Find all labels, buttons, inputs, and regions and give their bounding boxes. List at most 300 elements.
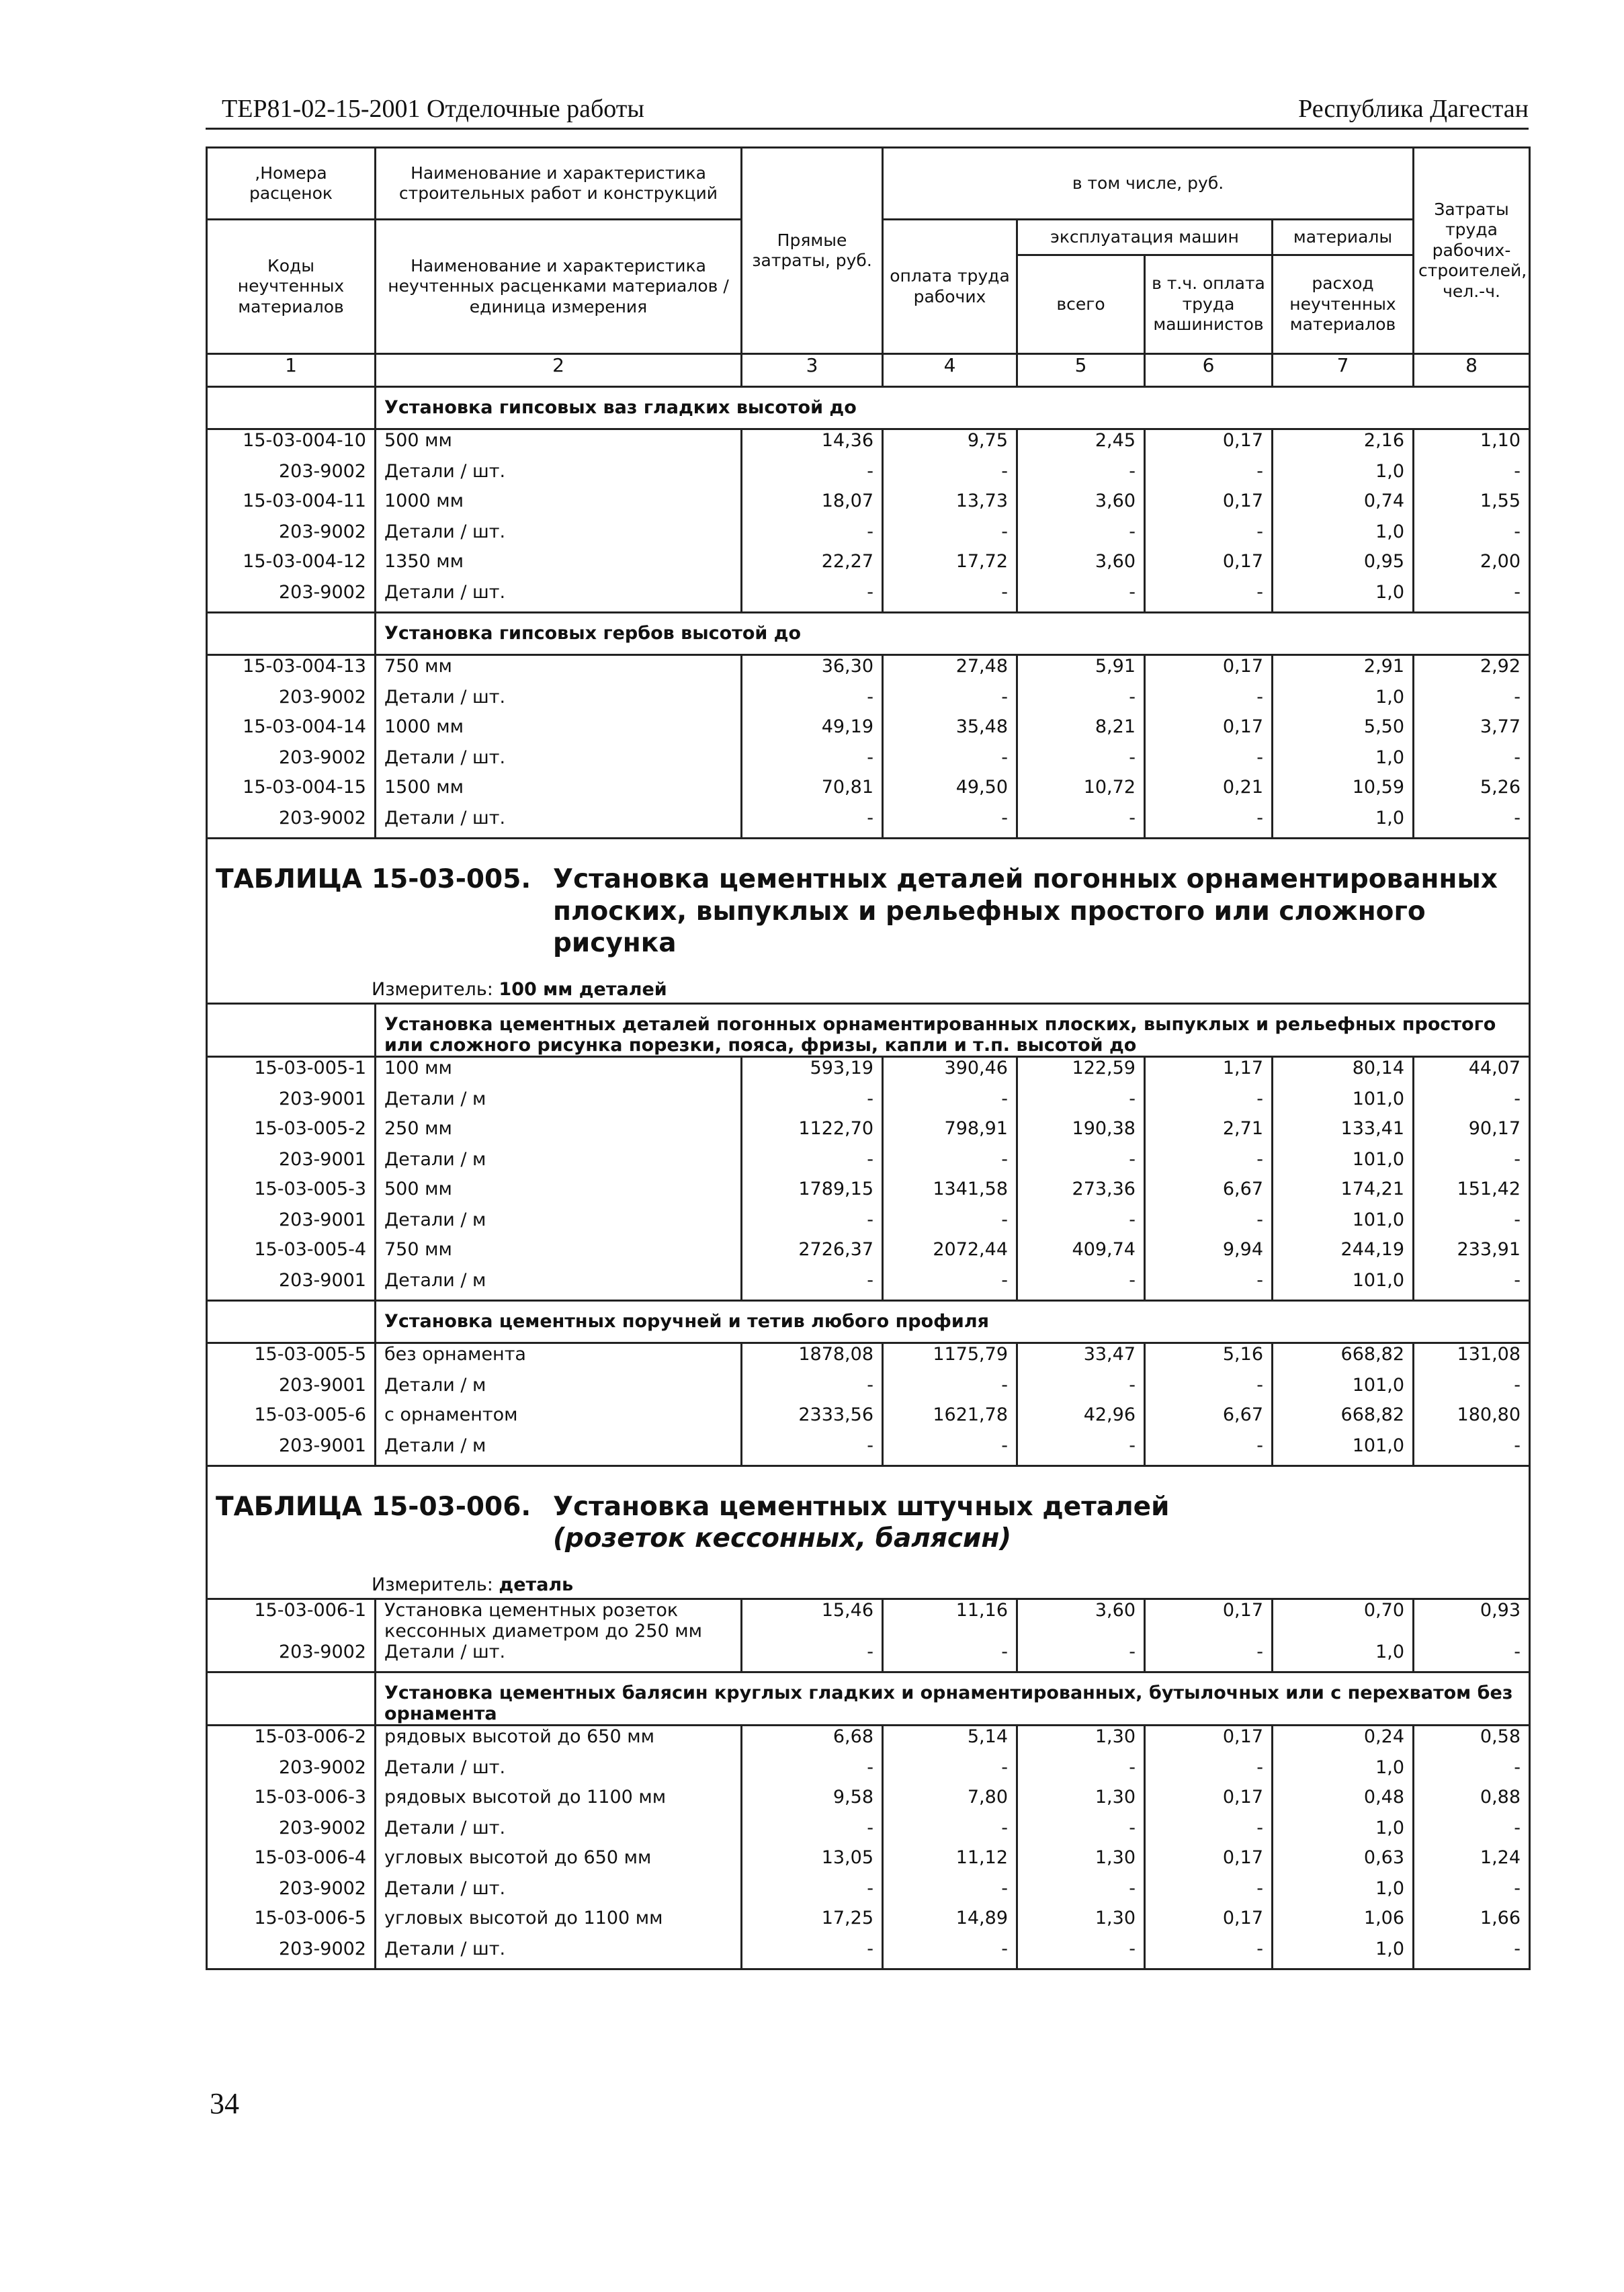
material-value: - <box>1414 461 1530 491</box>
material-value: - <box>1017 808 1145 839</box>
rate-value: 2,91 <box>1273 655 1414 687</box>
rate-code: 15-03-005-4 <box>207 1239 376 1270</box>
material-value: - <box>742 808 883 839</box>
material-value: - <box>1017 582 1145 613</box>
material-value: - <box>742 1878 883 1908</box>
measure-row <box>207 1562 1530 1599</box>
rate-code: 15-03-006-5 <box>207 1908 376 1939</box>
material-value: 101,0 <box>1273 1149 1414 1179</box>
rate-value: 14,36 <box>742 429 883 462</box>
rate-name: 750 мм <box>376 1239 742 1270</box>
rate-value: 13,05 <box>742 1847 883 1878</box>
rate-value: 3,60 <box>1017 551 1145 582</box>
rate-value: 6,68 <box>742 1726 883 1758</box>
material-value: - <box>1145 1818 1273 1847</box>
group-heading-row <box>207 387 1530 429</box>
material-value: - <box>883 1270 1017 1301</box>
rate-value: 3,60 <box>1017 491 1145 521</box>
material-code: 203-9002 <box>207 1642 376 1672</box>
rate-value: 0,17 <box>1145 655 1273 687</box>
material-value: 1,0 <box>1273 808 1414 839</box>
material-value: - <box>1414 1089 1530 1118</box>
measure-label: Измеритель: <box>372 978 493 1000</box>
column-number: 3 <box>742 354 883 387</box>
material-row <box>207 1149 1530 1179</box>
rate-value: 409,74 <box>1017 1239 1145 1270</box>
rate-value: 2,16 <box>1273 429 1414 462</box>
measure-value: деталь <box>499 1574 574 1595</box>
rate-value: 5,26 <box>1414 777 1530 808</box>
material-name: Детали / м <box>376 1089 742 1118</box>
material-value: - <box>1414 1270 1530 1301</box>
material-value: 1,0 <box>1273 1757 1414 1787</box>
material-value: - <box>1145 687 1273 716</box>
rate-value: 5,50 <box>1273 716 1414 747</box>
material-value: - <box>1145 1209 1273 1239</box>
group-heading-spacer <box>207 1672 376 1726</box>
material-value: - <box>742 1270 883 1301</box>
rate-value: 90,17 <box>1414 1118 1530 1149</box>
rate-value: 1789,15 <box>742 1179 883 1209</box>
rate-row <box>207 491 1530 521</box>
rate-row <box>207 1908 1530 1939</box>
material-code: 203-9002 <box>207 461 376 491</box>
material-row <box>207 747 1530 777</box>
rate-value: 1,66 <box>1414 1908 1530 1939</box>
material-value: 1,0 <box>1273 1878 1414 1908</box>
rate-value: 0,17 <box>1145 429 1273 462</box>
material-value: - <box>1145 461 1273 491</box>
rate-value: 2,92 <box>1414 655 1530 687</box>
material-code: 203-9001 <box>207 1149 376 1179</box>
measure-row <box>207 966 1530 1004</box>
material-value: 1,0 <box>1273 1939 1414 1969</box>
material-value: - <box>1145 808 1273 839</box>
rate-value: 2726,37 <box>742 1239 883 1270</box>
material-value: - <box>883 1939 1017 1969</box>
rate-value: 1,24 <box>1414 1847 1530 1878</box>
rate-value: 1,30 <box>1017 1908 1145 1939</box>
rate-value: 0,70 <box>1273 1599 1414 1642</box>
rate-row <box>207 1118 1530 1149</box>
material-row <box>207 461 1530 491</box>
header-wages: оплата труда рабочих <box>883 220 1017 354</box>
material-code: 203-9001 <box>207 1435 376 1466</box>
material-name: Детали / шт. <box>376 1939 742 1969</box>
rate-name: 1000 мм <box>376 491 742 521</box>
rate-value: 122,59 <box>1017 1056 1145 1089</box>
material-name: Детали / шт. <box>376 1878 742 1908</box>
material-row <box>207 1089 1530 1118</box>
rate-value: 244,19 <box>1273 1239 1414 1270</box>
rate-value: 1341,58 <box>883 1179 1017 1209</box>
material-name: Детали / шт. <box>376 1818 742 1847</box>
header-machines-total: всего <box>1017 255 1145 354</box>
rate-value: 190,38 <box>1017 1118 1145 1149</box>
material-value: - <box>742 521 883 551</box>
material-code: 203-9001 <box>207 1270 376 1301</box>
header-including: в том числе, руб. <box>883 148 1414 220</box>
material-row <box>207 808 1530 839</box>
material-value: 1,0 <box>1273 1818 1414 1847</box>
material-name: Детали / шт. <box>376 747 742 777</box>
material-value: - <box>742 1209 883 1239</box>
material-value: - <box>1017 1878 1145 1908</box>
table-title <box>216 1491 1521 1555</box>
material-value: - <box>1017 1818 1145 1847</box>
rate-value: 0,24 <box>1273 1726 1414 1758</box>
rate-row <box>207 777 1530 808</box>
rate-value: 5,16 <box>1145 1343 1273 1375</box>
rate-row <box>207 551 1530 582</box>
group-heading: Установка цементных деталей погонных орнаментированных плоских, выпуклых и рельефных простого или сложного рисунка порезки, пояса, фризы, капли и т.п. высотой до <box>376 1003 1530 1056</box>
material-code: 203-9002 <box>207 1939 376 1969</box>
group-heading-spacer <box>207 1300 376 1343</box>
rate-value: 35,48 <box>883 716 1017 747</box>
header-direct-costs: Прямые затраты, руб. <box>742 148 883 354</box>
rate-code: 15-03-005-2 <box>207 1118 376 1149</box>
material-code: 203-9002 <box>207 1818 376 1847</box>
column-number: 7 <box>1273 354 1414 387</box>
rate-value: 9,58 <box>742 1787 883 1818</box>
rate-value: 1,30 <box>1017 1787 1145 1818</box>
material-value: - <box>1017 1149 1145 1179</box>
material-value: - <box>883 521 1017 551</box>
rate-code: 15-03-004-10 <box>207 429 376 462</box>
rate-row <box>207 429 1530 462</box>
rate-value: 1621,78 <box>883 1404 1017 1435</box>
material-value: - <box>1017 1375 1145 1404</box>
header-material-codes: Коды неучтенных материалов <box>207 220 376 354</box>
table-label: ТАБЛИЦА <box>216 1491 362 1522</box>
material-value: - <box>1145 1939 1273 1969</box>
column-number: 4 <box>883 354 1017 387</box>
rate-code: 15-03-004-13 <box>207 655 376 687</box>
material-value: - <box>883 1818 1017 1847</box>
material-value: - <box>1414 747 1530 777</box>
material-value: - <box>1017 461 1145 491</box>
rate-value: 0,63 <box>1273 1847 1414 1878</box>
rate-value: 273,36 <box>1017 1179 1145 1209</box>
material-value: - <box>883 687 1017 716</box>
rate-value: 5,14 <box>883 1726 1017 1758</box>
header-work-name: Наименование и характеристика строительных работ и конструкций <box>376 148 742 220</box>
material-value: - <box>1145 1435 1273 1466</box>
rate-value: 6,67 <box>1145 1404 1273 1435</box>
rate-value: 33,47 <box>1017 1343 1145 1375</box>
table-title-row <box>207 839 1530 966</box>
material-value: 1,0 <box>1273 582 1414 613</box>
material-row <box>207 1642 1530 1672</box>
rate-value: 0,17 <box>1145 1599 1273 1642</box>
rate-value: 1,55 <box>1414 491 1530 521</box>
rate-name: рядовых высотой до 1100 мм <box>376 1787 742 1818</box>
material-value: - <box>1145 1375 1273 1404</box>
header-unaccounted-materials: расход неучтенных материалов <box>1273 255 1414 354</box>
material-value: - <box>742 1435 883 1466</box>
rate-code: 15-03-004-11 <box>207 491 376 521</box>
material-code: 203-9002 <box>207 1757 376 1787</box>
material-name: Детали / м <box>376 1149 742 1179</box>
material-value: - <box>1414 521 1530 551</box>
material-code: 203-9002 <box>207 582 376 613</box>
rate-value: 1122,70 <box>742 1118 883 1149</box>
material-row <box>207 1209 1530 1239</box>
column-number: 8 <box>1414 354 1530 387</box>
material-row <box>207 1375 1530 1404</box>
measure-cell <box>207 1562 1530 1599</box>
rate-value: 14,89 <box>883 1908 1017 1939</box>
rate-code: 15-03-006-2 <box>207 1726 376 1758</box>
rate-name: 1350 мм <box>376 551 742 582</box>
table-subtitle: (розеток кессонных, балясин) <box>553 1523 1012 1554</box>
rate-value: 9,75 <box>883 429 1017 462</box>
header-rule <box>206 128 1529 130</box>
material-value: - <box>883 808 1017 839</box>
rate-value: 2,45 <box>1017 429 1145 462</box>
rate-value: 15,46 <box>742 1599 883 1642</box>
rate-value: 49,50 <box>883 777 1017 808</box>
rate-code: 15-03-006-1 <box>207 1599 376 1642</box>
material-value: - <box>883 1757 1017 1787</box>
material-row <box>207 1757 1530 1787</box>
rate-value: 10,59 <box>1273 777 1414 808</box>
material-value: - <box>1017 1642 1145 1672</box>
rate-value: 0,17 <box>1145 1787 1273 1818</box>
material-value: - <box>742 461 883 491</box>
rate-value: 1,17 <box>1145 1056 1273 1089</box>
material-value: - <box>1414 1939 1530 1969</box>
material-name: Детали / шт. <box>376 687 742 716</box>
measure-label: Измеритель: <box>372 1574 493 1595</box>
group-heading-spacer <box>207 613 376 655</box>
material-name: Детали / м <box>376 1375 742 1404</box>
material-name: Детали / шт. <box>376 1642 742 1672</box>
rate-value: 44,07 <box>1414 1056 1530 1089</box>
material-value: - <box>1145 1149 1273 1179</box>
material-row <box>207 1818 1530 1847</box>
material-row <box>207 1435 1530 1466</box>
rate-value: 18,07 <box>742 491 883 521</box>
material-value: - <box>742 582 883 613</box>
material-value: - <box>1414 1435 1530 1466</box>
material-value: - <box>1145 582 1273 613</box>
rate-name: 500 мм <box>376 1179 742 1209</box>
rate-row <box>207 1239 1530 1270</box>
rate-value: 0,58 <box>1414 1726 1530 1758</box>
rate-name: с орнаментом <box>376 1404 742 1435</box>
material-row <box>207 1270 1530 1301</box>
rate-value: 5,91 <box>1017 655 1145 687</box>
rate-value: 0,88 <box>1414 1787 1530 1818</box>
rate-value: 593,19 <box>742 1056 883 1089</box>
table-title-row <box>207 1466 1530 1562</box>
group-heading-spacer <box>207 387 376 429</box>
rate-code: 15-03-005-5 <box>207 1343 376 1375</box>
rate-value: 17,72 <box>883 551 1017 582</box>
material-value: - <box>1017 747 1145 777</box>
table-heading-text: Установка цементных штучных деталей <box>553 1491 1170 1522</box>
header-labor-costs: Затраты труда рабочих-строителей, чел.-ч. <box>1414 148 1530 354</box>
rate-row <box>207 1343 1530 1375</box>
rate-name: 1000 мм <box>376 716 742 747</box>
material-value: - <box>883 1642 1017 1672</box>
rate-row <box>207 1179 1530 1209</box>
material-value: - <box>742 1757 883 1787</box>
measure <box>372 979 667 1000</box>
rate-value: 17,25 <box>742 1908 883 1939</box>
material-value: - <box>1414 1878 1530 1908</box>
rate-value: 233,91 <box>1414 1239 1530 1270</box>
material-value: - <box>883 1878 1017 1908</box>
table-title-cell <box>207 839 1530 966</box>
material-value: - <box>742 1149 883 1179</box>
material-value: - <box>883 1149 1017 1179</box>
running-header-left: ТЕР81-02-15-2001 Отделочные работы <box>222 95 644 123</box>
rate-row <box>207 1726 1530 1758</box>
group-heading-spacer <box>207 1003 376 1056</box>
running-header-right: Республика Дагестан <box>1298 95 1529 123</box>
rate-value: 1175,79 <box>883 1343 1017 1375</box>
rate-value: 798,91 <box>883 1118 1017 1149</box>
table-label: ТАБЛИЦА <box>216 864 362 894</box>
rate-name: 1500 мм <box>376 777 742 808</box>
rate-value: 0,95 <box>1273 551 1414 582</box>
material-name: Детали / шт. <box>376 808 742 839</box>
material-value: - <box>1017 687 1145 716</box>
material-name: Детали / м <box>376 1209 742 1239</box>
rate-row <box>207 655 1530 687</box>
rate-value: 22,27 <box>742 551 883 582</box>
rate-value: 2333,56 <box>742 1404 883 1435</box>
rate-value: 9,94 <box>1145 1239 1273 1270</box>
rate-value: 0,17 <box>1145 1847 1273 1878</box>
material-value: 101,0 <box>1273 1270 1414 1301</box>
column-number: 1 <box>207 354 376 387</box>
rate-code: 15-03-004-15 <box>207 777 376 808</box>
rate-name: Установка цементных розеток кессонных диаметром до 250 мм <box>376 1599 742 1642</box>
material-code: 203-9002 <box>207 808 376 839</box>
material-code: 203-9002 <box>207 747 376 777</box>
material-row <box>207 687 1530 716</box>
material-value: - <box>883 582 1017 613</box>
rate-value: 49,19 <box>742 716 883 747</box>
material-code: 203-9002 <box>207 1878 376 1908</box>
material-row <box>207 582 1530 613</box>
rate-code: 15-03-004-14 <box>207 716 376 747</box>
material-code: 203-9002 <box>207 521 376 551</box>
rate-value: 0,93 <box>1414 1599 1530 1642</box>
rate-value: 1,30 <box>1017 1847 1145 1878</box>
rate-value: 131,08 <box>1414 1343 1530 1375</box>
rate-value: 1,10 <box>1414 429 1530 462</box>
group-heading-row <box>207 1300 1530 1343</box>
material-value: - <box>1414 582 1530 613</box>
rate-value: 174,21 <box>1273 1179 1414 1209</box>
material-value: - <box>883 1089 1017 1118</box>
material-value: 1,0 <box>1273 461 1414 491</box>
rate-row <box>207 1847 1530 1878</box>
group-heading: Установка гипсовых гербов высотой до <box>376 613 1530 655</box>
material-value: - <box>883 747 1017 777</box>
rate-value: 11,12 <box>883 1847 1017 1878</box>
rate-value: 668,82 <box>1273 1343 1414 1375</box>
column-number: 5 <box>1017 354 1145 387</box>
rate-name: рядовых высотой до 650 мм <box>376 1726 742 1758</box>
material-value: - <box>1414 1642 1530 1672</box>
material-value: 1,0 <box>1273 1642 1414 1672</box>
rate-code: 15-03-006-4 <box>207 1847 376 1878</box>
column-number: 6 <box>1145 354 1273 387</box>
material-value: - <box>742 1939 883 1969</box>
table-heading-text: Установка цементных деталей погонных орнаментированных плоских, выпуклых и рельефных простого или сложного рисунка <box>553 864 1498 959</box>
material-value: - <box>1414 1375 1530 1404</box>
rate-value: 133,41 <box>1273 1118 1414 1149</box>
page-number: 34 <box>210 2087 239 2120</box>
table-title-cell <box>207 1466 1530 1562</box>
measure-cell <box>207 966 1530 1004</box>
rate-value: 0,17 <box>1145 551 1273 582</box>
material-value: - <box>1145 1089 1273 1118</box>
group-heading-row <box>207 1003 1530 1056</box>
material-row <box>207 1878 1530 1908</box>
rate-value: 10,72 <box>1017 777 1145 808</box>
rate-value: 0,17 <box>1145 491 1273 521</box>
material-code: 203-9002 <box>207 687 376 716</box>
group-heading-row <box>207 1672 1530 1726</box>
column-number: 2 <box>376 354 742 387</box>
header-materials: материалы <box>1273 220 1414 255</box>
rate-name: 500 мм <box>376 429 742 462</box>
material-code: 203-9001 <box>207 1089 376 1118</box>
rate-row <box>207 1787 1530 1818</box>
material-value: - <box>883 461 1017 491</box>
material-value: - <box>742 1375 883 1404</box>
header-machines: эксплуатация машин <box>1017 220 1273 255</box>
rate-value: 27,48 <box>883 655 1017 687</box>
group-heading-row <box>207 613 1530 655</box>
material-value: 101,0 <box>1273 1375 1414 1404</box>
material-value: - <box>1017 1757 1145 1787</box>
rate-value: 0,17 <box>1145 1726 1273 1758</box>
rates-table <box>206 146 1531 1970</box>
material-row <box>207 521 1530 551</box>
rate-value: 8,21 <box>1017 716 1145 747</box>
material-value: - <box>1145 1878 1273 1908</box>
material-value: - <box>1017 1209 1145 1239</box>
rate-value: 0,17 <box>1145 1908 1273 1939</box>
rate-value: 0,21 <box>1145 777 1273 808</box>
material-value: - <box>742 687 883 716</box>
measure-value: 100 мм деталей <box>499 978 667 1000</box>
rate-name: угловых высотой до 650 мм <box>376 1847 742 1878</box>
material-value: - <box>883 1209 1017 1239</box>
rate-value: 151,42 <box>1414 1179 1530 1209</box>
header-machinists-wages: в т.ч. оплата труда машинистов <box>1145 255 1273 354</box>
rate-value: 2072,44 <box>883 1239 1017 1270</box>
group-heading: Установка цементных балясин круглых гладких и орнаментированных, бутылочных или с перехватом без орнамента <box>376 1672 1530 1726</box>
material-name: Детали / шт. <box>376 461 742 491</box>
rate-value: 70,81 <box>742 777 883 808</box>
rate-row <box>207 1599 1530 1642</box>
rate-value: 668,82 <box>1273 1404 1414 1435</box>
material-value: - <box>1414 1818 1530 1847</box>
material-name: Детали / м <box>376 1270 742 1301</box>
material-value: - <box>742 747 883 777</box>
header-material-name: Наименование и характеристика неучтенных расценками материалов / единица измерения <box>376 220 742 354</box>
material-value: 101,0 <box>1273 1209 1414 1239</box>
material-value: - <box>1414 1149 1530 1179</box>
